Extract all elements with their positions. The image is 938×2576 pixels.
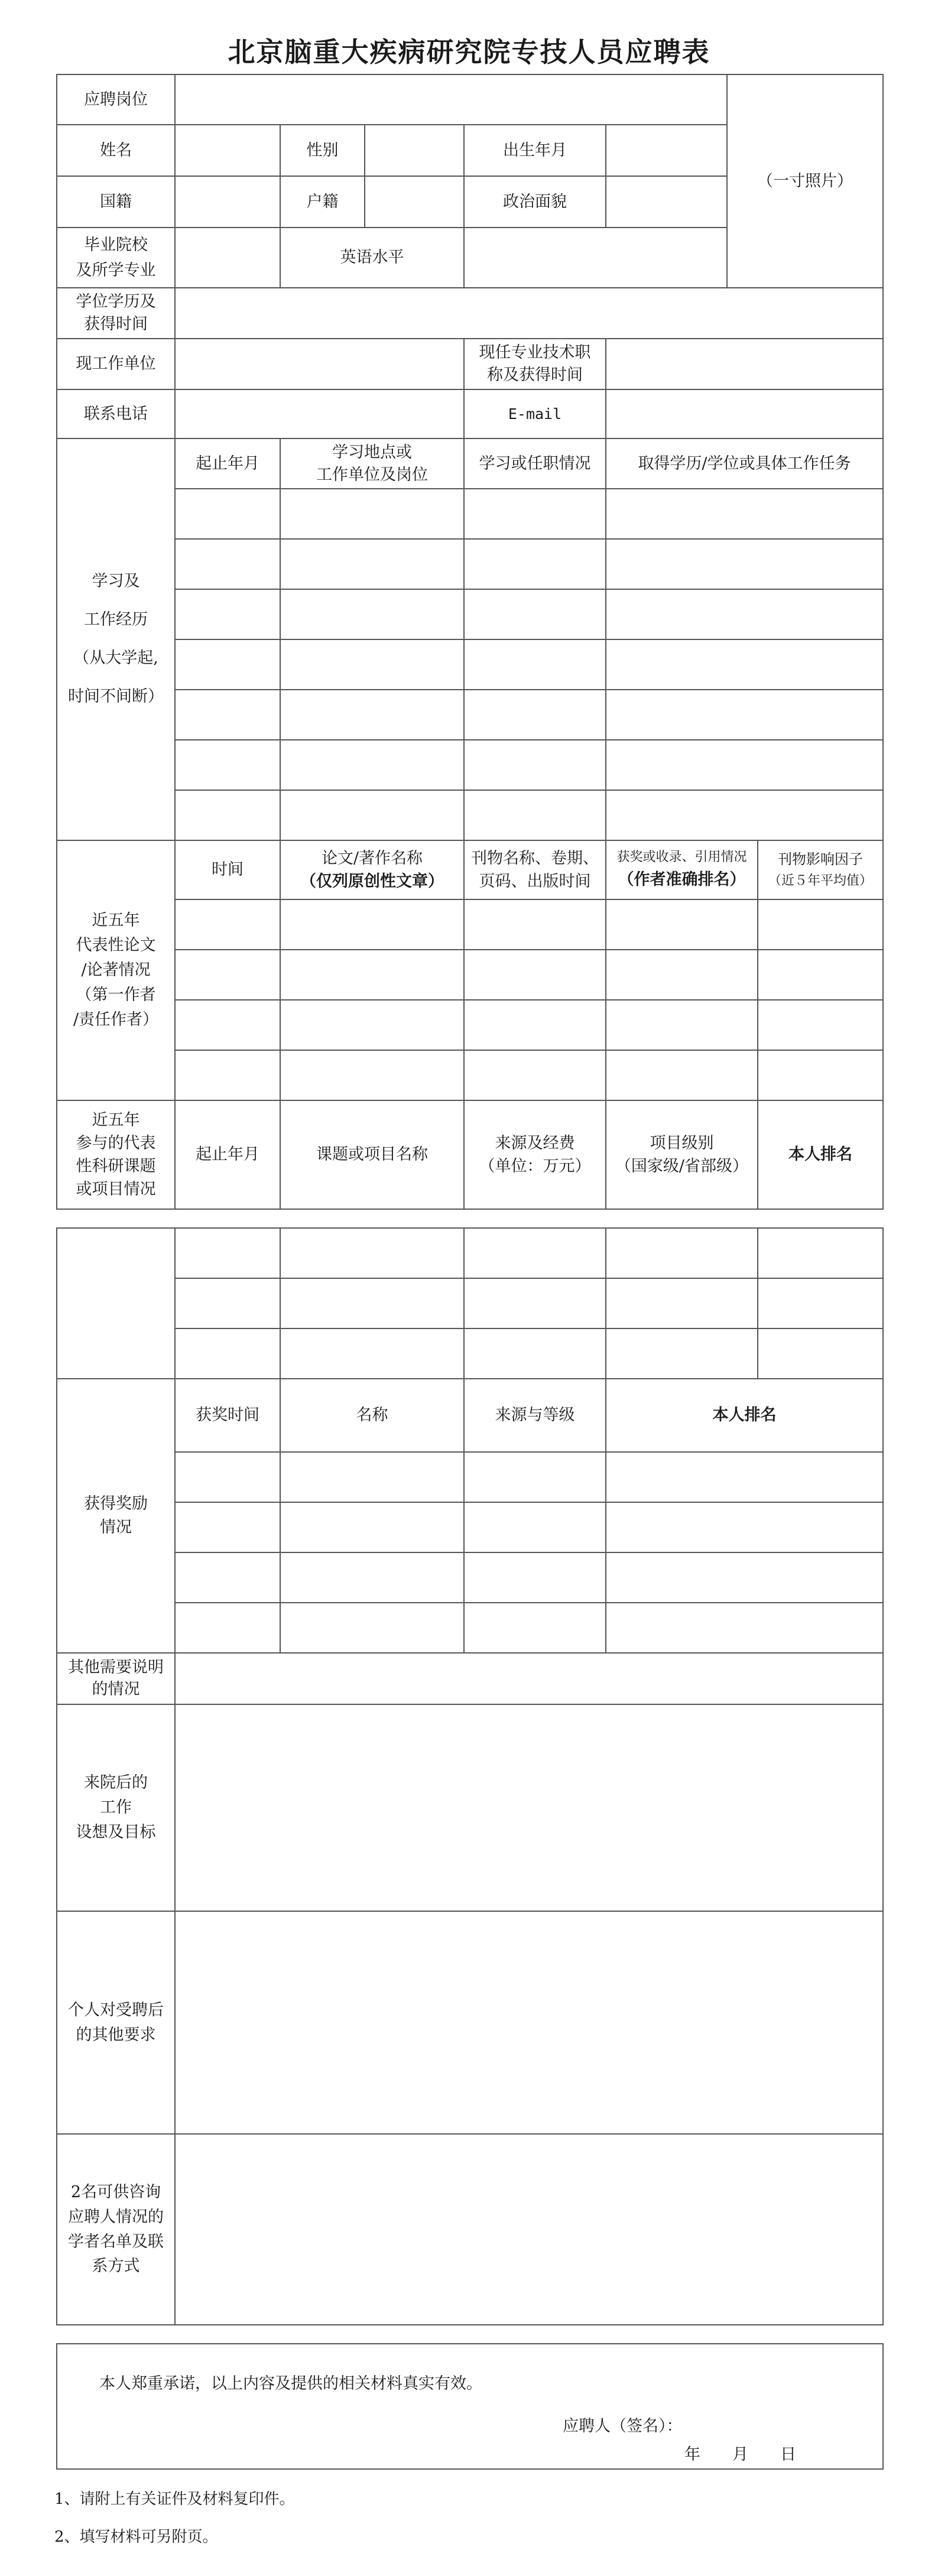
label-papers: 近五年 代表性论文 /论著情况 （第一作者 /责任作者） [73, 911, 159, 1029]
header-exp-period: 起止年月 [196, 454, 259, 473]
label-phone: 联系电话 [84, 404, 148, 423]
input-referees[interactable] [175, 2134, 883, 2325]
label-gender: 性别 [306, 141, 339, 160]
photo-placeholder[interactable]: （一寸照片） [757, 171, 853, 190]
signature-date: 年 月 日 [684, 2445, 796, 2464]
header-project-name: 课题或项目名称 [316, 1145, 428, 1164]
label-english: 英语水平 [340, 248, 404, 267]
form-title: 北京脑重大疾病研究院专技人员应聘表 [228, 36, 710, 68]
header-award-name: 名称 [356, 1406, 388, 1425]
note-2: 2、填写材料可另附页。 [54, 2528, 218, 2546]
header-award-rank: 本人排名 [712, 1406, 777, 1425]
header-project-level: 项目级别 （国家级/省部级） [615, 1133, 749, 1175]
label-name: 姓名 [100, 141, 132, 160]
note-1: 1、请附上有关证件及材料复印件。 [54, 2490, 295, 2508]
header-paper-impact: 刊物影响因子 （近５年平均值） [768, 851, 872, 888]
input-hukou[interactable] [365, 176, 464, 228]
input-name[interactable] [175, 125, 280, 176]
label-other: 其他需要说明 的情况 [68, 1658, 164, 1698]
header-award-time: 获奖时间 [196, 1406, 259, 1425]
label-politics: 政治面貌 [503, 192, 567, 211]
header-project-rank: 本人排名 [788, 1145, 852, 1164]
label-birth: 出生年月 [503, 141, 567, 160]
input-prof-title[interactable] [606, 339, 883, 389]
header-project-period: 起止年月 [196, 1145, 259, 1164]
header-exp-result: 取得学历/学位或具体工作任务 [638, 454, 851, 473]
input-degree[interactable] [175, 288, 883, 339]
input-school[interactable] [175, 228, 280, 288]
label-school: 毕业院校 及所学专业 [76, 235, 156, 280]
header-paper-title: 论文/著作名称 （仅列原创性文章） [300, 849, 444, 891]
header-award-source: 来源与等级 [495, 1406, 575, 1425]
label-awards: 获得奖励 情况 [84, 1494, 148, 1536]
header-project-funding: 来源及经费 （单位：万元） [479, 1133, 591, 1175]
input-employer[interactable] [175, 339, 464, 389]
label-prof-title: 现任专业技术职 称及获得时间 [479, 343, 591, 384]
label-requests: 个人对受聘后 的其他要求 [68, 2000, 164, 2044]
input-plan[interactable] [175, 1704, 883, 1911]
header-exp-status: 学习或任职情况 [479, 454, 591, 473]
header-paper-awards: 获奖或收录、引用情况 （作者准确排名） [616, 850, 747, 889]
input-birth[interactable] [606, 125, 727, 176]
label-projects: 近五年 参与的代表 性科研课题 或项目情况 [76, 1110, 156, 1199]
input-politics[interactable] [606, 176, 727, 228]
signature-field[interactable] [703, 2411, 869, 2438]
header-paper-time: 时间 [212, 860, 244, 879]
label-degree: 学位学历及 获得时间 [76, 293, 156, 333]
header-exp-place: 学习地点或 工作单位及岗位 [316, 443, 428, 484]
label-nationality: 国籍 [100, 192, 132, 211]
label-experience: 学习及 工作经历 （从大学起, 时间不间断） [68, 572, 164, 706]
declaration-statement: 本人郑重承诺，以上内容及提供的相关材料真实有效。 [99, 2374, 482, 2393]
label-referees: 2名可供咨询 应聘人情况的 学者名单及联 系方式 [68, 2182, 164, 2276]
label-email: E-mail [508, 405, 562, 423]
input-requests[interactable] [175, 1911, 883, 2134]
input-english[interactable] [464, 228, 727, 288]
label-hukou: 户籍 [306, 192, 339, 211]
input-nationality[interactable] [175, 176, 280, 228]
signature-label: 应聘人（签名）： [563, 2417, 683, 2435]
input-position[interactable] [175, 74, 727, 125]
input-gender[interactable] [365, 125, 464, 176]
header-paper-journal: 刊物名称、卷期、 页码、出版时间 [471, 849, 599, 891]
label-plan: 来院后的 工作 设想及目标 [76, 1773, 156, 1841]
label-position: 应聘岗位 [84, 90, 148, 109]
input-other[interactable] [175, 1653, 883, 1704]
label-employer: 现工作单位 [76, 355, 156, 373]
input-email[interactable] [606, 389, 883, 438]
input-phone[interactable] [175, 389, 464, 438]
